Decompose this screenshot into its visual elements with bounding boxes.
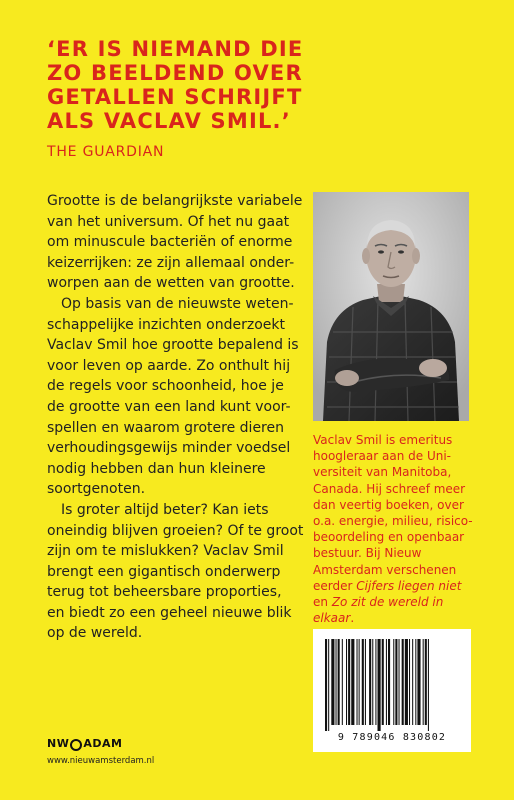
barcode-bar: [331, 639, 334, 725]
bio-line: Amsterdam verschenen: [313, 562, 457, 577]
body-line: de regels voor schoonheid, hoe je: [47, 378, 284, 395]
bio-line: dan veertig boeken, over: [313, 497, 464, 512]
quote-source: THE GUARDIAN: [47, 144, 165, 160]
body-line: verhoudingsgewijs minder voedsel: [47, 440, 291, 457]
barcode-bar: [412, 639, 413, 725]
barcode-bar: [359, 639, 360, 725]
quote-line: ZO BEELDEND OVER: [47, 61, 303, 85]
body-line: brengt een gigantisch onderwerp: [47, 563, 281, 580]
body-line: op de wereld.: [47, 625, 143, 642]
bio-line: beoordeling en openbaar: [313, 530, 465, 545]
barcode-bar: [357, 639, 358, 725]
body-line: de grootte van een land kunt voor-: [47, 398, 291, 415]
body-line: spellen en waarom grotere dieren: [47, 419, 284, 436]
bio-line: Canada. Hij schreef meer: [313, 481, 466, 496]
barcode-bar: [405, 639, 408, 725]
body-line: zijn om te mislukken? Vaclav Smil: [47, 543, 284, 560]
barcode-bar: [423, 639, 424, 725]
book-title-wereld: Zo zit de wereld in: [331, 595, 444, 610]
body-line: nodig hebben dan hun kleinere: [47, 460, 266, 477]
barcode-bar: [409, 639, 410, 725]
barcode-bar: [382, 639, 384, 725]
body-line: om minuscule bacteriën of enorme: [47, 234, 293, 251]
barcode-bar: [388, 639, 390, 725]
barcode-bar: [362, 639, 364, 725]
body-line: van het universum. Of het nu gaat: [47, 213, 290, 230]
bio-eerder: eerder: [313, 578, 357, 593]
barcode-bar: [417, 639, 420, 725]
body-line: oneindig blijven groeien? Of te groot: [47, 522, 304, 539]
barcode-bar: [402, 639, 404, 725]
bio-period: .: [350, 611, 355, 626]
bio-line: Vaclav Smil is emeritus: [313, 433, 453, 447]
barcode-bar: [393, 639, 394, 725]
bio-line: hoogleraar aan de Uni-: [313, 449, 452, 464]
book-title-cijfers: Cijfers liegen niet: [356, 578, 462, 593]
barcode-bar: [369, 639, 371, 725]
barcode-bar: [351, 639, 354, 725]
bio-line: versiteit van Manitoba,: [313, 465, 452, 480]
barcode-bar: [348, 639, 350, 725]
barcode-bar: [365, 639, 366, 725]
book-title-wereld-end: elkaar: [313, 611, 351, 626]
barcode-bar: [338, 639, 340, 725]
bio-line: bestuur. Bij Nieuw: [313, 546, 422, 561]
barcode-bar: [346, 639, 347, 725]
bio-line: o.a. energie, milieu, risico-: [313, 514, 473, 529]
bio-line-books: [313, 578, 478, 594]
barcode: [313, 629, 471, 752]
barcode-bar: [378, 639, 381, 731]
body-line: soortgenoten.: [47, 481, 146, 498]
barcode-bar: [325, 639, 327, 731]
logo-nw: NW: [47, 737, 70, 750]
author-photo: [313, 192, 469, 421]
barcode-bar: [372, 639, 373, 725]
author-portrait-illustration: [313, 192, 469, 421]
body-line: schappelijke inzichten onderzoekt: [47, 316, 285, 333]
logo-adam: ADAM: [83, 737, 123, 750]
bio-en: en: [313, 595, 332, 610]
author-bio: [313, 432, 478, 626]
body-line: Is groter altijd beter? Kan iets: [61, 501, 269, 518]
bio-line-books: [313, 594, 478, 610]
body-line: en biedt zo een geheel nieuwe blik: [47, 604, 292, 621]
barcode-bar: [342, 639, 343, 725]
barcode-bar: [428, 639, 429, 731]
publisher-logo: [47, 737, 122, 750]
quote-line: ALS VACLAV SMIL.’: [47, 109, 291, 133]
publisher-website: www.nieuwamsterdam.nl: [47, 756, 155, 766]
body-line: Grootte is de belangrijkste variabele: [47, 193, 303, 209]
body-line: Op basis van de nieuwste weten-: [61, 295, 294, 312]
logo-circle-icon: [70, 739, 82, 751]
barcode-bar: [375, 639, 376, 725]
barcode-bar: [395, 639, 397, 725]
barcode-bar: [386, 639, 387, 725]
body-line: keizerrijken: ze zijn allemaal onder-: [47, 254, 295, 271]
barcode-bar: [336, 639, 337, 725]
quote-line: ‘ER IS NIEMAND DIE: [47, 37, 304, 61]
blurb-quote: [47, 37, 467, 133]
isbn-number: 9 789046 830802: [337, 732, 447, 743]
barcode-bar: [425, 639, 427, 725]
description-text: [47, 191, 304, 644]
quote-line: GETALLEN SCHRIJFT: [47, 85, 303, 109]
body-line: voor leven op aarde. Zo onthult hij: [47, 357, 291, 374]
barcode-bar: [415, 639, 416, 725]
bio-line-books: [313, 610, 478, 626]
body-line: terug tot beheersbare proporties,: [47, 584, 282, 601]
barcode-bar: [328, 639, 329, 731]
barcode-bars: [323, 639, 461, 731]
body-line: worpen aan de wetten van grootte.: [47, 275, 295, 292]
barcode-bar: [399, 639, 400, 725]
body-line: Vaclav Smil hoe grootte bepalend is: [47, 337, 299, 354]
